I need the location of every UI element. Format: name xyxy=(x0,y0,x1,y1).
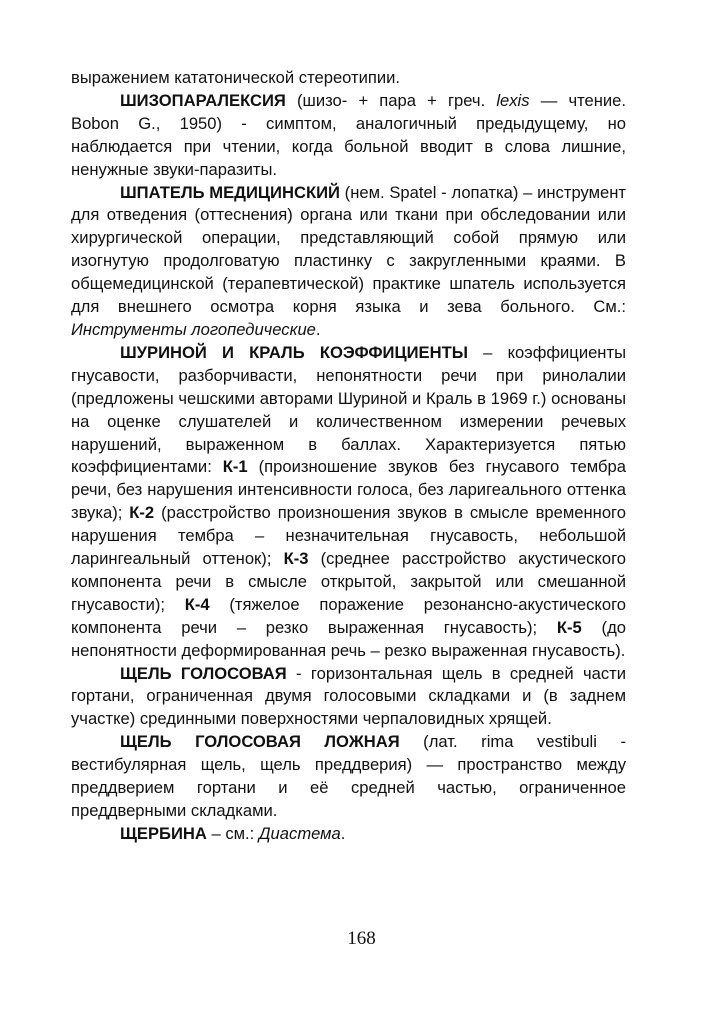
entry-shurina-kral: ШУРИНОЙ И КРАЛЬ КОЭФФИЦИЕНТЫ – коэффициенты гнусавости, разборчивасти, непонятности речи при ринолалии (предложены чешскими авторами Шуриной и Краль в 1969 г.) основаны на оценке слушателей и количественном измерении речевых нарушений, выраженном в баллах. Характеризуется пятью коэффициентами: К-1 (произношение звуков без гнусавого тембра речи, без нарушения интенсивности голоса, без ларигеального оттенка звука); К-2 (расстройство произношения звуков в смысле временного нарушения тембра – незначительная гнусавость, небольшой ларингеальный оттенок); К-3 (среднее расстройство акустического компонента речи в смысле открытой, закрытой или смешанной гнусавости); К-4 (тяжелое поражение резонансно-акустического компонента речи – резко выраженная гнусавость); К-5 (до непонятности деформированная речь – резко выраженная гнусавость). xyxy=(71,342,627,660)
cross-reference: Инструменты логопедические xyxy=(71,319,316,339)
entry-glottis: ЩЕЛЬ ГОЛОСОВАЯ - горизонтальная щель в средней части гортани, ограниченная двумя голосовыми складками и (в заднем участке) срединными поверхностями черпаловидных хрящей. xyxy=(71,663,626,729)
entry-diastema: ЩЕРБИНА – см.: Диастема. xyxy=(120,823,346,843)
entry-false-glottis: ЩЕЛЬ ГОЛОСОВАЯ ЛОЖНАЯ (лат. rima vestibuli - вестибулярная щель, щель преддверия) — пространство между преддверием гортани и её средней частью, ограниченное преддверными складками. xyxy=(71,732,626,820)
entry-term: ЩЕРБИНА xyxy=(120,823,207,843)
entry-term: ШПАТЕЛЬ МЕДИЦИНСКИЙ xyxy=(120,182,340,202)
dictionary-page xyxy=(71,67,626,846)
continuation-text: выражением кататонической стереотипии. xyxy=(71,68,401,87)
entry-spatula: ШПАТЕЛЬ МЕДИЦИНСКИЙ (нем. Spatel - лопатка) – инструмент для отведения (оттеснения) органа или ткани при обследовании или хирургической операции, представляющий собой прямую или изогнутую продолговатую пластинку с закругленными краями. В общемедицинской (терапевтической) практике шпатель используется для внешнего осмотра корня языка и зева больного. См.: Инструменты логопедические. xyxy=(71,182,626,339)
cross-reference: Диастема xyxy=(258,823,341,843)
entry-continuation xyxy=(71,67,626,90)
entry-term: ЩЕЛЬ ГОЛОСОВАЯ xyxy=(120,663,287,683)
page-number: 168 xyxy=(347,928,376,949)
entry-term: ШУРИНОЙ И КРАЛЬ КОЭФФИЦИЕНТЫ xyxy=(120,342,468,362)
entry-term: ШИЗОПАРАЛЕКСИЯ xyxy=(120,90,286,110)
entry-term: ЩЕЛЬ ГОЛОСОВАЯ ЛОЖНАЯ xyxy=(120,732,400,752)
entry-schizoparalexia: ШИЗОПАРАЛЕКСИЯ (шизо- + пара + греч. lexis — чтение. Bobon G., 1950) - симптом, аналогичный предыдущему, но наблюдается при чтении, когда больной вводит в слова лишние, ненужные звуки-паразиты. xyxy=(71,90,627,179)
